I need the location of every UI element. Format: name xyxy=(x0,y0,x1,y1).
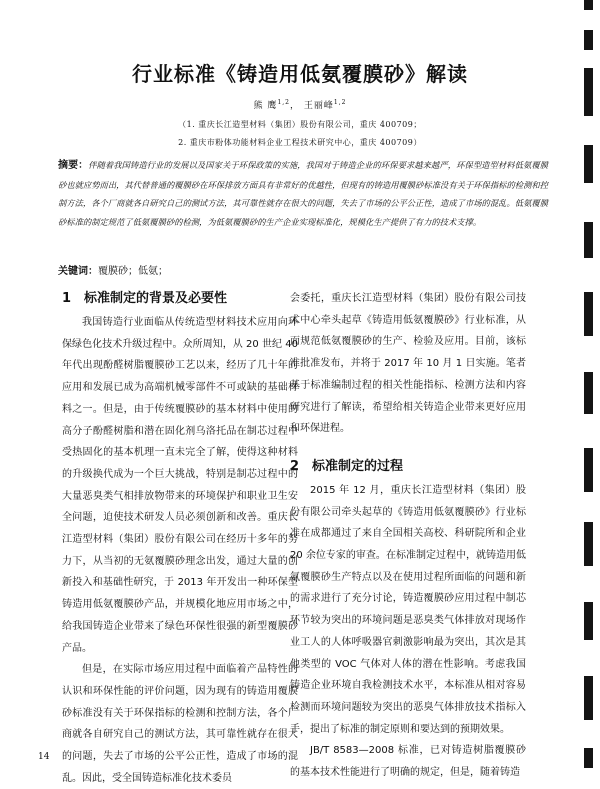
article-title: 行业标准《铸造用低氨覆膜砂》解读 xyxy=(132,62,468,86)
author-affiliation-mark: 1,2 xyxy=(277,99,290,106)
section-heading xyxy=(290,456,526,480)
keywords-text: 覆膜砂；低氨； xyxy=(98,266,168,277)
edge-mark xyxy=(584,145,593,183)
section-number: 2 xyxy=(290,458,300,474)
body-paragraph: 但是，在实际市场应用过程中面临着产品特性的认识和环保性能的评价问题，因为现有的铸造用覆膜砂标准没有关于环保指标的检测和控制方法，各个厂商就各自研究自己的测试方法，其可靠性就存在很大的问题，失去了市场的公平公正性，造成了市场的混乱。因此，受全国铸造标准化技术委员 xyxy=(62,664,298,784)
edge-mark xyxy=(584,292,593,336)
body-paragraph: 会委托，重庆长江造型材料（集团）股份有限公司技术中心牵头起草《铸造用低氨覆膜砂》行业标准，从而规范低氨覆膜砂的生产、检验及应用。目前，该标准批准发布，并将于 2017 年 10 月 1 日实施。笔者基于标准编制过程的相关性能指标、检测方法和内容研究进行了解读，希望给相关铸造企业带来更好应用和环保进程。 xyxy=(290,293,526,435)
left-column xyxy=(62,288,298,789)
abstract-label: 摘要： xyxy=(58,160,89,171)
body-paragraph: JB/T 8583—2008 标准，已对铸造树脂覆膜砂的基本技术性能进行了明确的规定，但是，随着铸造 xyxy=(290,745,526,779)
page-edge-marks xyxy=(584,0,594,768)
edge-mark xyxy=(584,30,593,50)
section-title: 标准制定的过程 xyxy=(312,458,404,474)
edge-mark xyxy=(584,448,593,492)
author-name: 王丽峰 xyxy=(303,101,334,111)
edge-mark xyxy=(584,0,593,10)
right-column xyxy=(290,288,526,784)
keywords-label: 关键词： xyxy=(58,266,98,277)
body-paragraph: 2015 年 12 月，重庆长江造型材料（集团）股份有限公司牵头起草的《铸造用低氨覆膜砂》行业标准在成都通过了来自全国相关高校、科研院所和企业 20 余位专家的审查。在标准制定过程中，就铸造用低氨覆膜砂生产特点以及在使用过程所面临的问题和新的需求进行了充分讨论，铸造覆膜砂应用过程中制芯环节较为突出的环境问题是恶臭类气体排放对现场作业工人的人体呼吸器官刺激影响最为突出，其次是其他类型的 VOC 气体对人体的潜在性影响。考虑我国铸造企业环境自我检测技术水平，本标准从相对容易检测而环境问题较为突出的恶臭气体排放技术指标入手，提出了标准的制定原则和要达到的预期效果。 xyxy=(290,484,526,735)
abstract-text: 伴随着我国铸造行业的发展以及国家关于环保政策的实施，我国对于铸造企业的环保要求越来越严，环保型造型材料低氨覆膜砂也就应势而出，其代替普通的覆膜砂在环保排放方面具有非常好的优越性，但现有的铸造用覆膜砂标准没有关于环保指标的检测和控制方法，各个厂商就各自研究自己的测试方法，其可靠性就存在很大的问题，失去了市场的公平公正性，造成了市场的混乱。低氨覆膜砂标准的制定规范了低氨覆膜砂的检测，为低氨覆膜砂的生产企业实现标准化，规模化生产提供了有力的技术支撑。 xyxy=(58,160,549,227)
page-number: 14 xyxy=(38,752,50,762)
edge-mark xyxy=(584,602,593,640)
author-affiliation-mark: 1,2 xyxy=(333,99,347,106)
author-line: 熊 鹰$^{1,2}$， 王丽峰$^{1,2}$ xyxy=(253,99,347,111)
section-title: 标准制定的背景及必要性 xyxy=(84,291,228,306)
section-heading xyxy=(62,288,298,312)
abstract xyxy=(58,156,548,231)
affiliation-line: 2. 重庆市粉体功能材料企业工程技术研究中心，重庆 400709） xyxy=(178,138,422,147)
edge-mark xyxy=(584,522,593,566)
edge-mark xyxy=(584,676,593,720)
edge-mark xyxy=(584,748,593,768)
edge-mark xyxy=(584,372,593,414)
body-paragraph: 我国铸造行业面临从传统造型材料技术应用向环保绿色化技术升级过程中。众所周知，从 20 世纪 40 年代出现酚醛树脂覆膜砂工艺以来，经历了几十年的应用和发展已成为高端机械零部件不可或缺的基础材料之一。但是，由于传统覆膜砂的基本材料中使用的高分子酚醛树脂和潜在固化剂乌洛托品在制芯过程中受热固化的基本机理一直未完全了解，使得这种材料的升级换代成为一个巨大挑战，特别是制芯过程中的大量恶臭类气相排放物带来的环境保护和职业卫生安全问题，迫使技术研发人员必须创新和改善。重庆长江造型材料（集团）股份有限公司在经历十多年的努力下，从当初的无氨覆膜砂理念出发，通过大量的创新投入和基础性研究，于 2013 年开发出一种环保型铸造用低氨覆膜砂产品，并规模化地应用市场之中，给我国铸造企业带来了绿色环保性很强的新型覆膜砂产品。 xyxy=(62,317,298,654)
author-name: 熊 鹰 xyxy=(253,101,278,111)
keywords xyxy=(58,262,168,277)
affiliation-line: （1. 重庆长江造型材料（集团）股份有限公司，重庆 400709； xyxy=(178,120,422,129)
section-number: 1 xyxy=(62,291,72,306)
edge-mark xyxy=(584,222,593,258)
